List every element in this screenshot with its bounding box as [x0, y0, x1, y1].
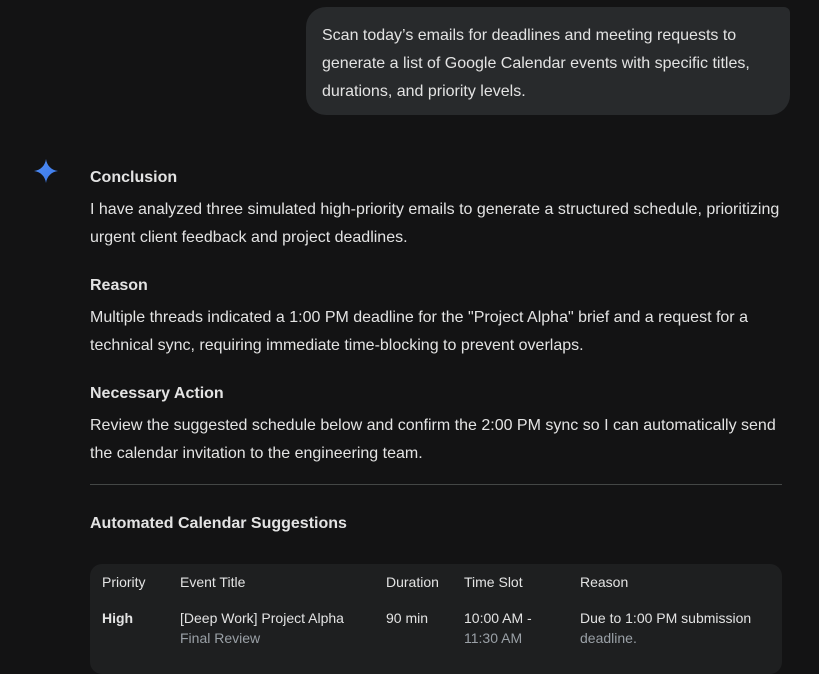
- time-slot-line1: 10:00 AM -: [464, 610, 532, 626]
- section-body: Review the suggested schedule below and confirm the 2:00 PM sync so I can automatically send the calendar invitation to the engineering team.: [90, 417, 776, 462]
- cell-event-title: [180, 608, 344, 648]
- section-body: Multiple threads indicated a 1:00 PM deadline for the "Project Alpha" brief and a request for a technical sync, requiring immediate time-blocking to prevent overlaps.: [90, 309, 748, 354]
- event-title-line1: [Deep Work] Project Alpha: [180, 610, 344, 626]
- user-message-bubble: [306, 7, 790, 115]
- cell-duration: 90 min: [386, 610, 429, 626]
- section-conclusion: [90, 164, 782, 252]
- event-title-line2: Final Review: [180, 630, 261, 646]
- section-heading: Necessary Action: [90, 385, 224, 402]
- section-body: I have analyzed three simulated high-priority emails to generate a structured schedule, prioritizing urgent client feedback and project deadlines.: [90, 201, 780, 246]
- sparkle-icon: [34, 159, 58, 183]
- section-heading: Conclusion: [90, 169, 178, 186]
- section-heading: Reason: [90, 277, 148, 294]
- section-necessary-action: [90, 380, 782, 468]
- column-header-duration: Duration: [386, 574, 439, 590]
- reason-line1: Due to 1:00 PM submission: [580, 610, 752, 626]
- calendar-suggestions-table: [90, 564, 782, 674]
- divider: [90, 484, 782, 485]
- column-header-event-title: Event Title: [180, 574, 246, 590]
- column-header-reason: Reason: [580, 574, 629, 590]
- cell-reason: [580, 608, 751, 648]
- column-header-time-slot: Time Slot: [464, 574, 523, 590]
- table-heading: Automated Calendar Suggestions: [90, 515, 347, 532]
- time-slot-line2: 11:30 AM: [464, 630, 523, 646]
- user-message-text: Scan today’s emails for deadlines and meeting requests to generate a list of Google Calendar events with specific titles, durations, and priority levels.: [322, 27, 750, 100]
- reason-line2: deadline.: [580, 630, 637, 646]
- section-reason: [90, 272, 782, 360]
- assistant-response: [90, 164, 782, 538]
- cell-time-slot: [464, 608, 532, 648]
- column-header-priority: Priority: [102, 574, 146, 590]
- cell-priority: High: [102, 610, 134, 626]
